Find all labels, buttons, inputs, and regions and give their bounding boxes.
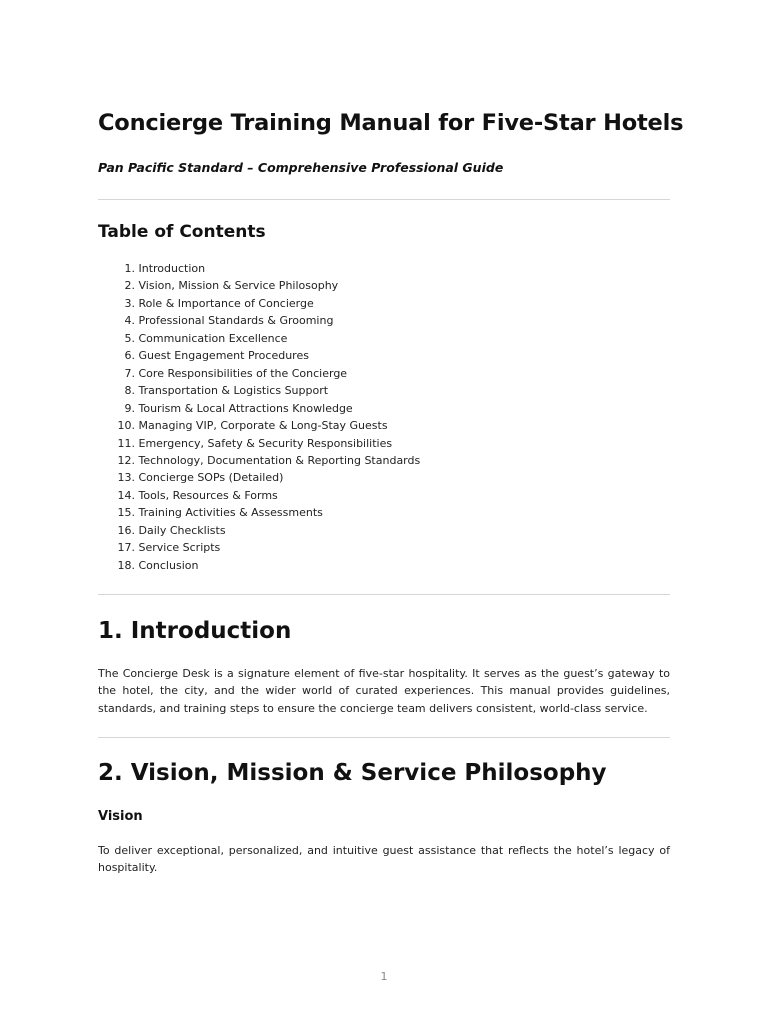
toc-item-number: 4. [124, 314, 135, 328]
toc-item-label: Core Responsibilities of the Concierge [138, 366, 348, 380]
section-heading-introduction: 1. Introduction [98, 618, 292, 644]
toc-item-label: Service Scripts [138, 541, 221, 555]
toc-item-number: 18. [117, 558, 135, 572]
page-number: 1 [380, 970, 388, 983]
toc-item-number: 12. [117, 453, 135, 467]
toc-item-label: Guest Engagement Procedures [138, 349, 309, 363]
introduction-paragraph: The Concierge Desk is a signature element of five-star hospitality. It serves as the guest’s gateway to the hotel, the city, and the wider world of curated experiences. This manual provides guidelines, standards, and training steps to ensure the concierge team delivers consistent, world-class service. [98, 667, 670, 715]
divider [98, 594, 670, 595]
sub-heading-vision: Vision [98, 809, 143, 824]
toc-item-label: Emergency, Safety & Security Responsibilities [138, 436, 393, 450]
toc-item-number: 10. [117, 419, 135, 433]
toc-item-label: Communication Excellence [138, 331, 288, 345]
toc-item-label: Role & Importance of Concierge [138, 296, 314, 310]
toc-item-label: Conclusion [138, 558, 199, 572]
toc-item-number: 9. [124, 401, 135, 415]
toc-item-label: Concierge SOPs (Detailed) [138, 471, 284, 485]
toc-item-number: 16. [117, 523, 135, 537]
toc-item [98, 330, 420, 347]
toc-item-label: Introduction [138, 262, 206, 275]
toc-item [98, 435, 420, 452]
toc-item-label: Technology, Documentation & Reporting Standards [138, 453, 421, 467]
toc-item [98, 295, 420, 312]
toc-item-number: 5. [124, 331, 135, 345]
divider [98, 199, 670, 200]
toc-item [98, 469, 420, 486]
toc-item-number: 6. [124, 349, 135, 363]
toc-item-label: Daily Checklists [138, 523, 226, 537]
toc-item-number: 17. [117, 541, 135, 555]
toc-item-label: Managing VIP, Corporate & Long-Stay Guests [138, 419, 388, 433]
toc-item [98, 260, 420, 277]
toc-item-label: Tourism & Local Attractions Knowledge [138, 401, 353, 415]
toc-item-label: Training Activities & Assessments [138, 506, 323, 520]
toc-item [98, 382, 420, 399]
divider [98, 737, 670, 738]
toc-item-number: 11. [117, 436, 135, 450]
toc-item-number: 3. [124, 296, 135, 310]
toc-item [98, 557, 420, 574]
toc-item-number: 7. [124, 366, 135, 380]
toc-item [98, 417, 420, 434]
toc-item [98, 365, 420, 382]
vision-paragraph: To deliver exceptional, personalized, and intuitive guest assistance that reflects the hotel’s legacy of hospitality. [98, 844, 670, 875]
toc-item [98, 312, 420, 329]
document-title: Concierge Training Manual for Five-Star Hotels [98, 110, 684, 136]
toc-item [98, 452, 420, 469]
toc-item-label: Tools, Resources & Forms [138, 488, 278, 502]
toc-item-number: 13. [117, 471, 135, 485]
toc-item-number: 14. [117, 488, 135, 502]
toc-heading: Table of Contents [98, 222, 266, 242]
toc-item [98, 277, 420, 294]
toc-item [98, 400, 420, 417]
toc-item [98, 504, 420, 521]
toc-item-label: Professional Standards & Grooming [138, 314, 334, 328]
toc-item-number: 15. [117, 506, 135, 520]
toc-item-number: 1. [124, 262, 135, 275]
toc-item [98, 487, 420, 504]
toc-item-label: Transportation & Logistics Support [138, 384, 329, 398]
section-heading-vision: 2. Vision, Mission & Service Philosophy [98, 760, 607, 786]
toc-item-label: Vision, Mission & Service Philosophy [138, 279, 339, 293]
document-subtitle: Pan Pacific Standard – Comprehensive Professional Guide [98, 160, 504, 175]
table-of-contents [98, 260, 420, 574]
toc-item [98, 539, 420, 556]
toc-item [98, 522, 420, 539]
toc-item-number: 8. [124, 384, 135, 398]
toc-item [98, 347, 420, 364]
toc-item-number: 2. [124, 279, 135, 293]
